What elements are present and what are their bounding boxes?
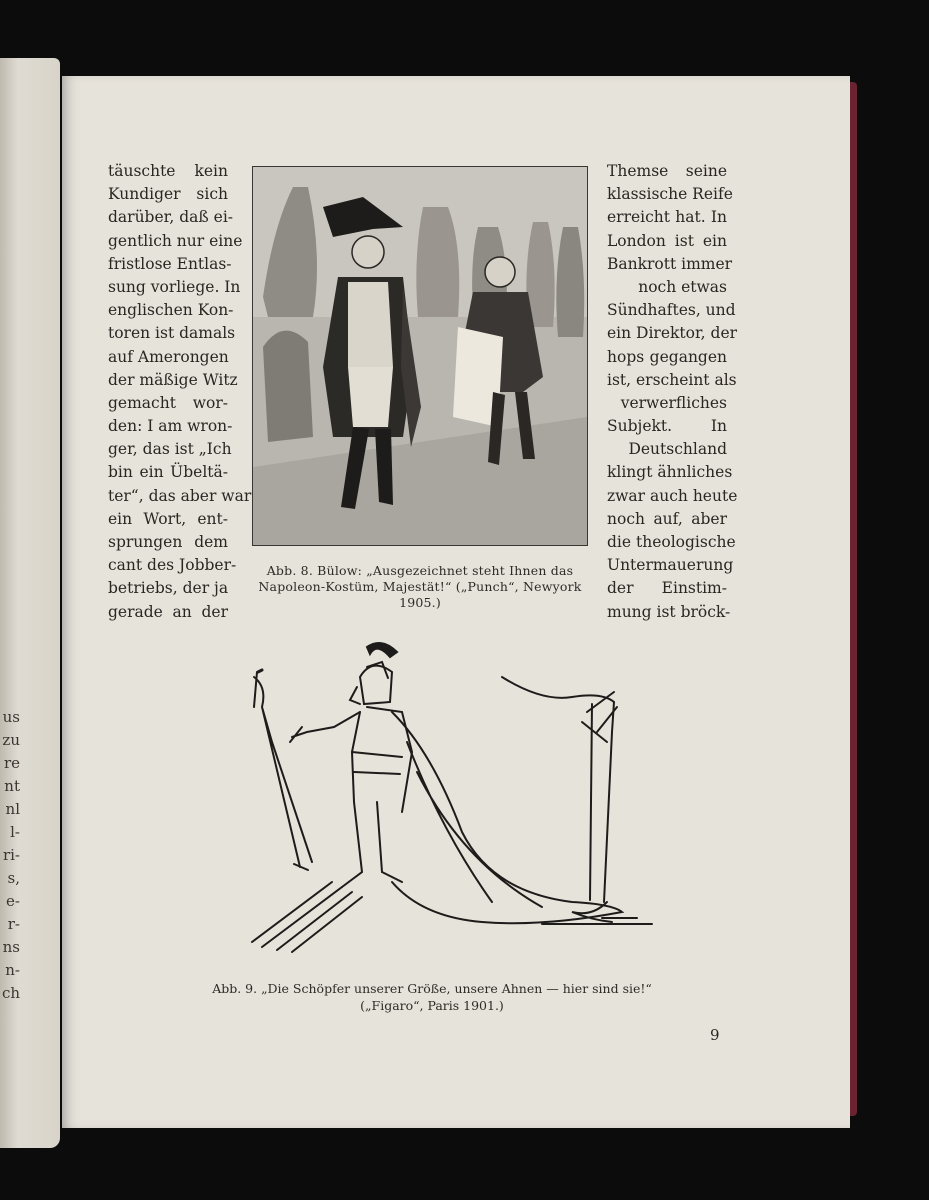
text-line: der mäßige Witz xyxy=(108,370,238,389)
text-line: klassische Reife xyxy=(607,185,733,204)
figure-8-caption-line: Napoleon-Kostüm, Majestät!“ („Punch“, Newyork xyxy=(258,579,582,594)
previous-page-fragment: re xyxy=(3,754,20,772)
text-line: sung vorliege. In xyxy=(108,277,241,296)
text-line: englischen Kon- xyxy=(108,301,234,320)
text-line: gemacht wor- xyxy=(108,393,228,412)
previous-page-fragment: ri- xyxy=(2,846,20,864)
figure-9-caption xyxy=(172,980,692,1014)
previous-page-fragment: us xyxy=(2,708,20,726)
text-line: zwar auch heute xyxy=(607,486,738,505)
text-line: Sündhaftes, und xyxy=(607,301,736,320)
previous-page-fragment: s, xyxy=(7,869,20,887)
figure-9-caption-line: („Figaro“, Paris 1901.) xyxy=(360,998,504,1013)
previous-page-fragment: e- xyxy=(6,892,20,910)
text-line: sprungen dem xyxy=(108,533,228,551)
text-line: Subjekt. In xyxy=(607,417,727,436)
text-line: Deutschland xyxy=(628,440,727,459)
text-line: Bankrott immer xyxy=(607,254,733,273)
text-line: ein Direktor, der xyxy=(607,324,738,343)
text-line: auf Amerongen xyxy=(108,347,229,366)
previous-page-text-fragments xyxy=(0,706,20,1005)
text-line: den: I am wron- xyxy=(108,417,233,436)
previous-page-fragment: n- xyxy=(5,961,20,979)
figure-9-caption-line: Abb. 9. „Die Schöpfer unserer Größe, unsere Ahnen — hier sind sie!“ xyxy=(212,981,652,996)
previous-page-fragment: r- xyxy=(7,915,20,933)
text-line: ger, das ist „Ich xyxy=(108,440,232,459)
text-line: bin ein Übeltä- xyxy=(108,463,228,482)
text-line: klingt ähnliches xyxy=(607,463,733,482)
text-line: der Einstim- xyxy=(607,579,727,598)
figure-8-illustration xyxy=(252,166,588,546)
text-line: gentlich nur eine xyxy=(108,231,243,250)
previous-page-fragment: nt xyxy=(4,777,20,795)
text-line: betriebs, der ja xyxy=(108,579,229,598)
text-line: Untermauerung xyxy=(607,556,734,575)
text-line: Themse seine xyxy=(607,162,727,180)
text-line: fristlose Entlas- xyxy=(108,254,232,273)
left-text-column xyxy=(108,160,252,624)
text-line: ter“, das aber war xyxy=(108,486,252,505)
book-page xyxy=(62,76,850,1128)
previous-page-fragment: ns xyxy=(2,938,20,956)
previous-page-fragment: nl xyxy=(5,800,20,818)
page-number: 9 xyxy=(710,1026,720,1044)
figure-8-caption-line: Abb. 8. Bülow: „Ausgezeichnet steht Ihnen das xyxy=(266,563,574,578)
text-line: hops gegangen xyxy=(607,347,727,366)
text-line: cant des Jobber- xyxy=(108,556,237,575)
text-line: London ist ein xyxy=(607,231,727,250)
text-line: erreicht hat. In xyxy=(607,208,727,227)
figure-8-caption xyxy=(250,563,590,611)
text-line: die theologische xyxy=(607,533,736,551)
previous-page-fragment: zu xyxy=(2,731,20,749)
text-line: Kundiger sich xyxy=(108,185,228,204)
text-line: verwerfliches xyxy=(620,393,727,412)
previous-page-fragment: ch xyxy=(1,984,20,1002)
text-line: darüber, daß ei- xyxy=(108,208,234,227)
text-line: noch etwas xyxy=(638,277,727,296)
text-line: gerade an der xyxy=(108,602,228,621)
text-line: noch auf, aber xyxy=(607,509,727,528)
figure-9-line-drawing xyxy=(242,632,662,972)
text-line: mung ist bröck- xyxy=(607,602,731,621)
right-text-column xyxy=(607,160,738,624)
text-line: ein Wort, ent- xyxy=(108,509,228,528)
text-line: ist, erscheint als xyxy=(607,370,737,389)
figure-8-caption-line: 1905.) xyxy=(399,595,441,610)
text-line: toren ist damals xyxy=(108,324,236,343)
text-line: täuschte kein xyxy=(108,162,228,180)
previous-page-fragment: l- xyxy=(10,823,20,841)
